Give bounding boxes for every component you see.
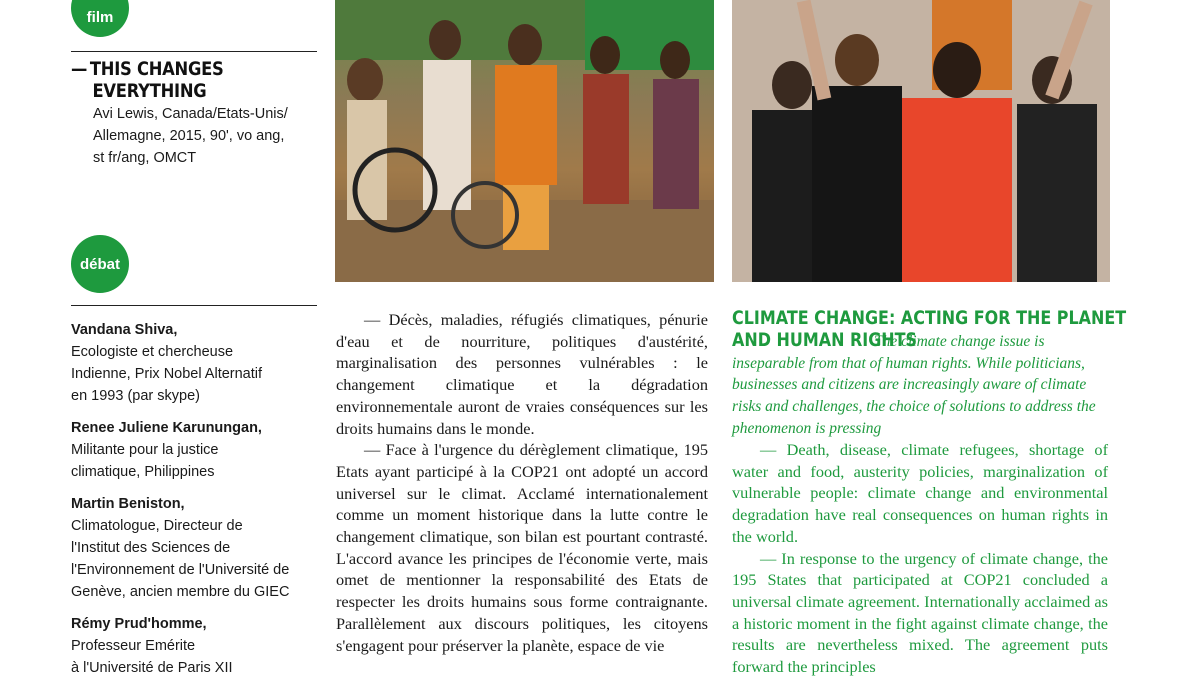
article-en-lead: The climate change issue is inseparable from that of human rights. While politicians, businesses and citizens are increasingly aware of climate risks and challenges, the choice of solutions to address the phenomenon is pressing xyxy=(732,333,1096,437)
speaker-role: à l'Université de Paris XII xyxy=(71,660,233,676)
speaker-role: Ecologiste et chercheuse xyxy=(71,344,234,360)
film-title: — THIS CHANGES EVERYTHING xyxy=(71,58,286,102)
film-meta-line: Avi Lewis, Canada/Etats-Unis/ xyxy=(93,106,288,122)
speaker xyxy=(71,614,323,679)
divider xyxy=(71,51,317,52)
article-en-paragraph: — In response to the urgency of climate change, the 195 States that participated at COP21 concluded a universal climate agreement. Internationally acclaimed as a historic moment in the fight against climate change, the results are nevertheless mixed. The agreement puts forward the principles xyxy=(732,548,1108,677)
speaker-role: Militante pour la justice xyxy=(71,442,219,458)
speaker-name: Martin Beniston, xyxy=(71,496,185,512)
debat-badge-label: débat xyxy=(79,255,120,273)
speaker xyxy=(71,418,323,483)
article-fr-paragraph: — Face à l'urgence du dérèglement climatique, 195 Etats ayant participé à la COP21 ont adopté un accord universel sur le climat. Acclamé internationalement comme un moment historique dans la lutte contre le changement climatique, son bilan est pourtant contrasté. L'accord avance les principes de l'économie verte, mais omet de mentionner la responsabilité des Etats de respecter les droits humains sous forme contraignante. Parallèlement aux discours politiques, les citoyens s'engagent pour préserver la planète, espace de vie xyxy=(336,440,708,655)
article-fr xyxy=(336,309,708,656)
debat-badge xyxy=(71,235,129,293)
film-meta xyxy=(93,103,323,169)
film-badge xyxy=(71,0,129,37)
article-fr-paragraph: — Décès, maladies, réfugiés climatiques, pénurie d'eau et de nourriture, politiques d'austérité, marginalisation des personnes vulnérables : le changement climatique et la dégradation environnementale auront de vraies conséquences sur les droits humains dans le monde. xyxy=(336,310,708,438)
article-en-heading-line2: AND HUMAN RIGHTS xyxy=(732,329,918,351)
speaker-role: Professeur Emérite xyxy=(71,638,196,654)
speaker-list xyxy=(71,320,323,690)
speaker-name: Renee Juliene Karunungan, xyxy=(71,420,262,436)
speaker xyxy=(71,494,323,603)
speaker-role: Climatologue, Directeur de xyxy=(71,518,243,534)
speaker-role: climatique, Philippines xyxy=(71,464,215,480)
film-title-line1: THIS CHANGES xyxy=(89,58,224,80)
article-en-paragraph: — Death, disease, climate refugees, shortage of water and food, austerity policies, marginalization of vulnerable people: climate change and environmental degradation have real consequences on human rights in the world. xyxy=(732,440,1108,546)
article-en-heading-line1: CLIMATE CHANGE: ACTING FOR THE PLANET xyxy=(732,307,1127,329)
divider xyxy=(71,305,317,306)
article-en xyxy=(732,439,1108,678)
speaker-role: Indienne, Prix Nobel Alternatif xyxy=(71,366,263,382)
film-badge-label: film xyxy=(86,8,114,26)
speaker-role: l'Institut des Sciences de xyxy=(71,540,231,556)
film-title-line2: EVERYTHING xyxy=(92,80,207,102)
protest-march-photo xyxy=(335,0,714,282)
protest-march-illustration xyxy=(335,0,714,282)
article-en-lead-block xyxy=(732,331,1112,440)
activists-photo xyxy=(732,0,1110,282)
speaker-name: Rémy Prud'homme, xyxy=(71,616,207,632)
film-meta-line: Allemagne, 2015, 90', vo ang, xyxy=(93,128,285,144)
speaker-role: en 1993 (par skype) xyxy=(71,388,200,404)
speaker-role: Genève, ancien membre du GIEC xyxy=(71,584,290,600)
film-meta-line: st fr/ang, OMCT xyxy=(93,150,197,166)
activists-illustration xyxy=(732,0,1110,282)
speaker-role: l'Environnement de l'Université de xyxy=(71,562,290,578)
speaker xyxy=(71,320,323,407)
speaker-name: Vandana Shiva, xyxy=(71,322,178,338)
